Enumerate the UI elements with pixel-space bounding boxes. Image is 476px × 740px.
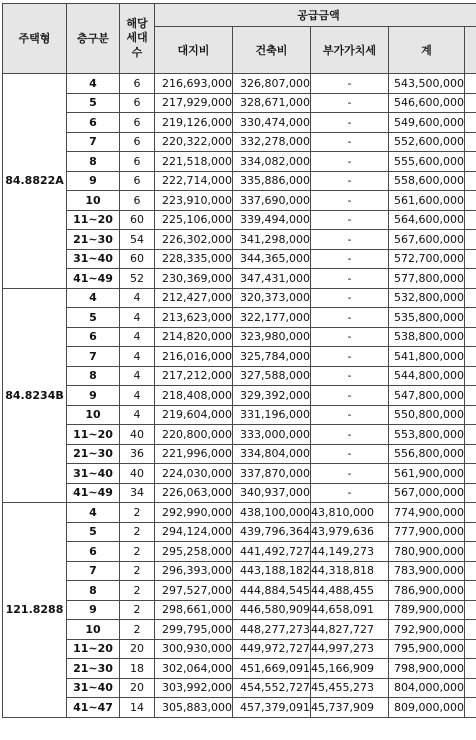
vat-cell: - [311, 327, 389, 347]
price-table-container [2, 3, 476, 718]
total-price-cell: 774,900,000 [389, 503, 465, 523]
table-row [3, 269, 476, 289]
land-price-cell: 292,990,000 [155, 503, 233, 523]
units-cell: 6 [120, 152, 155, 172]
building-price-cell: 347,431,000 [233, 269, 311, 289]
vat-cell: - [311, 132, 389, 152]
units-cell: 2 [120, 522, 155, 542]
total-price-cell: 532,800,000 [389, 288, 465, 308]
land-price-cell: 217,212,000 [155, 366, 233, 386]
units-cell: 2 [120, 561, 155, 581]
vat-cell: - [311, 113, 389, 133]
floor-cell: 6 [67, 542, 120, 562]
floor-cell: 7 [67, 347, 120, 367]
extra-cell [465, 405, 476, 425]
unit-type-cell: 84.8234B [3, 288, 67, 503]
floor-cell: 8 [67, 366, 120, 386]
extra-cell [465, 698, 476, 718]
vat-cell: 43,810,000 [311, 503, 389, 523]
vat-cell: - [311, 269, 389, 289]
land-price-cell: 297,527,000 [155, 581, 233, 601]
vat-cell: 44,318,818 [311, 561, 389, 581]
floor-cell: 8 [67, 581, 120, 601]
building-price-cell: 438,100,000 [233, 503, 311, 523]
floor-cell: 41~49 [67, 483, 120, 503]
table-row [3, 308, 476, 328]
extra-cell [465, 366, 476, 386]
building-price-cell: 337,690,000 [233, 191, 311, 211]
land-price-cell: 219,604,000 [155, 405, 233, 425]
vat-cell: - [311, 288, 389, 308]
vat-cell: - [311, 405, 389, 425]
building-price-cell: 334,804,000 [233, 444, 311, 464]
building-price-cell: 326,807,000 [233, 74, 311, 94]
extra-cell [465, 347, 476, 367]
land-price-cell: 223,910,000 [155, 191, 233, 211]
floor-cell: 6 [67, 327, 120, 347]
land-price-cell: 224,030,000 [155, 464, 233, 484]
building-price-cell: 444,884,545 [233, 581, 311, 601]
table-row [3, 366, 476, 386]
floor-cell: 4 [67, 503, 120, 523]
total-price-cell: 795,900,000 [389, 639, 465, 659]
header-building: 건축비 [233, 27, 311, 74]
building-price-cell: 334,082,000 [233, 152, 311, 172]
table-row [3, 639, 476, 659]
vat-cell: - [311, 347, 389, 367]
units-cell: 4 [120, 308, 155, 328]
extra-cell [465, 93, 476, 113]
extra-cell [465, 249, 476, 269]
total-price-cell: 544,800,000 [389, 366, 465, 386]
building-price-cell: 340,937,000 [233, 483, 311, 503]
table-row [3, 152, 476, 172]
units-cell: 6 [120, 93, 155, 113]
units-cell: 6 [120, 171, 155, 191]
vat-cell: - [311, 483, 389, 503]
building-price-cell: 322,177,000 [233, 308, 311, 328]
table-row [3, 425, 476, 445]
total-price-cell: 561,900,000 [389, 464, 465, 484]
extra-cell [465, 230, 476, 250]
table-row [3, 561, 476, 581]
units-cell: 2 [120, 600, 155, 620]
building-price-cell: 451,669,091 [233, 659, 311, 679]
floor-cell: 9 [67, 600, 120, 620]
building-price-cell: 323,980,000 [233, 327, 311, 347]
total-price-cell: 577,800,000 [389, 269, 465, 289]
total-price-cell: 558,600,000 [389, 171, 465, 191]
table-row [3, 620, 476, 640]
vat-cell: - [311, 74, 389, 94]
land-price-cell: 213,623,000 [155, 308, 233, 328]
extra-cell [465, 308, 476, 328]
land-price-cell: 226,302,000 [155, 230, 233, 250]
units-cell: 60 [120, 210, 155, 230]
building-price-cell: 446,580,909 [233, 600, 311, 620]
building-price-cell: 454,552,727 [233, 678, 311, 698]
total-price-cell: 564,600,000 [389, 210, 465, 230]
vat-cell: - [311, 191, 389, 211]
extra-cell [465, 171, 476, 191]
building-price-cell: 327,588,000 [233, 366, 311, 386]
vat-cell: 45,166,909 [311, 659, 389, 679]
extra-cell [465, 444, 476, 464]
floor-cell: 31~40 [67, 678, 120, 698]
vat-cell: 45,455,273 [311, 678, 389, 698]
table-row [3, 327, 476, 347]
table-row [3, 93, 476, 113]
floor-cell: 10 [67, 405, 120, 425]
total-price-cell: 572,700,000 [389, 249, 465, 269]
units-cell: 6 [120, 132, 155, 152]
vat-cell: - [311, 386, 389, 406]
extra-cell [465, 152, 476, 172]
building-price-cell: 325,784,000 [233, 347, 311, 367]
total-price-cell: 550,800,000 [389, 405, 465, 425]
total-price-cell: 553,800,000 [389, 425, 465, 445]
land-price-cell: 220,800,000 [155, 425, 233, 445]
building-price-cell: 335,886,000 [233, 171, 311, 191]
vat-cell: 44,997,273 [311, 639, 389, 659]
building-price-cell: 448,277,273 [233, 620, 311, 640]
table-row [3, 132, 476, 152]
vat-cell: 44,488,455 [311, 581, 389, 601]
units-cell: 6 [120, 113, 155, 133]
extra-cell [465, 561, 476, 581]
floor-cell: 9 [67, 171, 120, 191]
building-price-cell: 333,000,000 [233, 425, 311, 445]
vat-cell: - [311, 308, 389, 328]
extra-cell [465, 542, 476, 562]
header-total: 계 [389, 27, 465, 74]
units-cell: 34 [120, 483, 155, 503]
total-price-cell: 552,600,000 [389, 132, 465, 152]
building-price-cell: 344,365,000 [233, 249, 311, 269]
unit-type-cell: 84.8822A [3, 74, 67, 289]
table-row [3, 113, 476, 133]
building-price-cell: 330,474,000 [233, 113, 311, 133]
units-cell: 20 [120, 678, 155, 698]
land-price-cell: 298,661,000 [155, 600, 233, 620]
table-row [3, 678, 476, 698]
units-cell: 4 [120, 327, 155, 347]
floor-cell: 10 [67, 191, 120, 211]
extra-cell [465, 269, 476, 289]
units-cell: 40 [120, 425, 155, 445]
floor-cell: 4 [67, 74, 120, 94]
extra-cell [465, 464, 476, 484]
table-row [3, 386, 476, 406]
floor-cell: 7 [67, 132, 120, 152]
table-row [3, 171, 476, 191]
land-price-cell: 299,795,000 [155, 620, 233, 640]
table-row [3, 288, 476, 308]
units-cell: 4 [120, 347, 155, 367]
vat-cell: - [311, 210, 389, 230]
units-cell: 18 [120, 659, 155, 679]
floor-cell: 7 [67, 561, 120, 581]
land-price-cell: 220,322,000 [155, 132, 233, 152]
table-header [3, 4, 476, 74]
units-cell: 4 [120, 366, 155, 386]
vat-cell: - [311, 171, 389, 191]
floor-cell: 5 [67, 308, 120, 328]
header-extra [465, 27, 476, 74]
floor-cell: 31~40 [67, 249, 120, 269]
table-row [3, 210, 476, 230]
units-cell: 4 [120, 288, 155, 308]
unit-type-cell: 121.8288 [3, 503, 67, 718]
table-row [3, 542, 476, 562]
table-row [3, 347, 476, 367]
land-price-cell: 217,929,000 [155, 93, 233, 113]
units-cell: 54 [120, 230, 155, 250]
vat-cell: - [311, 366, 389, 386]
units-cell: 14 [120, 698, 155, 718]
table-row [3, 659, 476, 679]
total-price-cell: 789,900,000 [389, 600, 465, 620]
header-supply-price: 공급금액 [155, 4, 476, 27]
land-price-cell: 305,883,000 [155, 698, 233, 718]
header-floor: 층구분 [67, 4, 120, 74]
total-price-cell: 541,800,000 [389, 347, 465, 367]
building-price-cell: 320,373,000 [233, 288, 311, 308]
units-cell: 20 [120, 639, 155, 659]
total-price-cell: 567,000,000 [389, 483, 465, 503]
floor-cell: 11~20 [67, 210, 120, 230]
extra-cell [465, 425, 476, 445]
supply-price-table [2, 3, 476, 718]
floor-cell: 5 [67, 93, 120, 113]
building-price-cell: 328,671,000 [233, 93, 311, 113]
total-price-cell: 783,900,000 [389, 561, 465, 581]
land-price-cell: 303,992,000 [155, 678, 233, 698]
building-price-cell: 337,870,000 [233, 464, 311, 484]
land-price-cell: 226,063,000 [155, 483, 233, 503]
total-price-cell: 556,800,000 [389, 444, 465, 464]
table-row [3, 522, 476, 542]
total-price-cell: 555,600,000 [389, 152, 465, 172]
units-cell: 2 [120, 503, 155, 523]
land-price-cell: 296,393,000 [155, 561, 233, 581]
floor-cell: 41~49 [67, 269, 120, 289]
header-land: 대지비 [155, 27, 233, 74]
total-price-cell: 538,800,000 [389, 327, 465, 347]
floor-cell: 5 [67, 522, 120, 542]
units-cell: 36 [120, 444, 155, 464]
land-price-cell: 222,714,000 [155, 171, 233, 191]
vat-cell: - [311, 230, 389, 250]
floor-cell: 11~20 [67, 639, 120, 659]
building-price-cell: 339,494,000 [233, 210, 311, 230]
vat-cell: 44,149,273 [311, 542, 389, 562]
table-row [3, 191, 476, 211]
extra-cell [465, 659, 476, 679]
floor-cell: 9 [67, 386, 120, 406]
table-row [3, 230, 476, 250]
units-cell: 6 [120, 74, 155, 94]
total-price-cell: 798,900,000 [389, 659, 465, 679]
extra-cell [465, 581, 476, 601]
total-price-cell: 535,800,000 [389, 308, 465, 328]
vat-cell: - [311, 444, 389, 464]
land-price-cell: 294,124,000 [155, 522, 233, 542]
building-price-cell: 449,972,727 [233, 639, 311, 659]
land-price-cell: 225,106,000 [155, 210, 233, 230]
table-row [3, 405, 476, 425]
units-cell: 4 [120, 386, 155, 406]
header-units: 해당 세대 수 [120, 4, 155, 74]
total-price-cell: 561,600,000 [389, 191, 465, 211]
floor-cell: 10 [67, 620, 120, 640]
land-price-cell: 219,126,000 [155, 113, 233, 133]
floor-cell: 8 [67, 152, 120, 172]
extra-cell [465, 620, 476, 640]
units-cell: 4 [120, 405, 155, 425]
extra-cell [465, 600, 476, 620]
total-price-cell: 792,900,000 [389, 620, 465, 640]
building-price-cell: 441,492,727 [233, 542, 311, 562]
table-row [3, 483, 476, 503]
floor-cell: 31~40 [67, 464, 120, 484]
units-cell: 40 [120, 464, 155, 484]
total-price-cell: 809,000,000 [389, 698, 465, 718]
table-row [3, 503, 476, 523]
building-price-cell: 329,392,000 [233, 386, 311, 406]
vat-cell: - [311, 425, 389, 445]
total-price-cell: 777,900,000 [389, 522, 465, 542]
header-type: 주택형 [3, 4, 67, 74]
total-price-cell: 804,000,000 [389, 678, 465, 698]
building-price-cell: 341,298,000 [233, 230, 311, 250]
vat-cell: - [311, 464, 389, 484]
extra-cell [465, 386, 476, 406]
floor-cell: 4 [67, 288, 120, 308]
table-body [3, 74, 476, 718]
units-cell: 2 [120, 620, 155, 640]
land-price-cell: 216,016,000 [155, 347, 233, 367]
extra-cell [465, 639, 476, 659]
vat-cell: - [311, 93, 389, 113]
land-price-cell: 221,518,000 [155, 152, 233, 172]
table-row [3, 698, 476, 718]
units-cell: 52 [120, 269, 155, 289]
land-price-cell: 228,335,000 [155, 249, 233, 269]
total-price-cell: 549,600,000 [389, 113, 465, 133]
vat-cell: 44,658,091 [311, 600, 389, 620]
land-price-cell: 216,693,000 [155, 74, 233, 94]
building-price-cell: 439,796,364 [233, 522, 311, 542]
units-cell: 2 [120, 542, 155, 562]
floor-cell: 41~47 [67, 698, 120, 718]
units-cell: 2 [120, 581, 155, 601]
extra-cell [465, 288, 476, 308]
land-price-cell: 214,820,000 [155, 327, 233, 347]
extra-cell [465, 678, 476, 698]
extra-cell [465, 191, 476, 211]
floor-cell: 11~20 [67, 425, 120, 445]
table-row [3, 464, 476, 484]
header-vat: 부가가치세 [311, 27, 389, 74]
extra-cell [465, 327, 476, 347]
land-price-cell: 302,064,000 [155, 659, 233, 679]
table-row [3, 581, 476, 601]
land-price-cell: 295,258,000 [155, 542, 233, 562]
units-cell: 60 [120, 249, 155, 269]
table-row [3, 249, 476, 269]
total-price-cell: 546,600,000 [389, 93, 465, 113]
building-price-cell: 331,196,000 [233, 405, 311, 425]
land-price-cell: 221,996,000 [155, 444, 233, 464]
table-row [3, 444, 476, 464]
extra-cell [465, 503, 476, 523]
building-price-cell: 332,278,000 [233, 132, 311, 152]
units-cell: 6 [120, 191, 155, 211]
total-price-cell: 780,900,000 [389, 542, 465, 562]
building-price-cell: 443,188,182 [233, 561, 311, 581]
total-price-cell: 567,600,000 [389, 230, 465, 250]
vat-cell: 44,827,727 [311, 620, 389, 640]
extra-cell [465, 132, 476, 152]
total-price-cell: 547,800,000 [389, 386, 465, 406]
floor-cell: 21~30 [67, 659, 120, 679]
floor-cell: 21~30 [67, 444, 120, 464]
land-price-cell: 230,369,000 [155, 269, 233, 289]
vat-cell: 45,737,909 [311, 698, 389, 718]
total-price-cell: 786,900,000 [389, 581, 465, 601]
table-row [3, 600, 476, 620]
vat-cell: - [311, 249, 389, 269]
extra-cell [465, 113, 476, 133]
land-price-cell: 218,408,000 [155, 386, 233, 406]
extra-cell [465, 74, 476, 94]
table-row [3, 74, 476, 94]
land-price-cell: 212,427,000 [155, 288, 233, 308]
floor-cell: 21~30 [67, 230, 120, 250]
extra-cell [465, 483, 476, 503]
extra-cell [465, 210, 476, 230]
land-price-cell: 300,930,000 [155, 639, 233, 659]
building-price-cell: 457,379,091 [233, 698, 311, 718]
vat-cell: 43,979,636 [311, 522, 389, 542]
extra-cell [465, 522, 476, 542]
floor-cell: 6 [67, 113, 120, 133]
vat-cell: - [311, 152, 389, 172]
total-price-cell: 543,500,000 [389, 74, 465, 94]
